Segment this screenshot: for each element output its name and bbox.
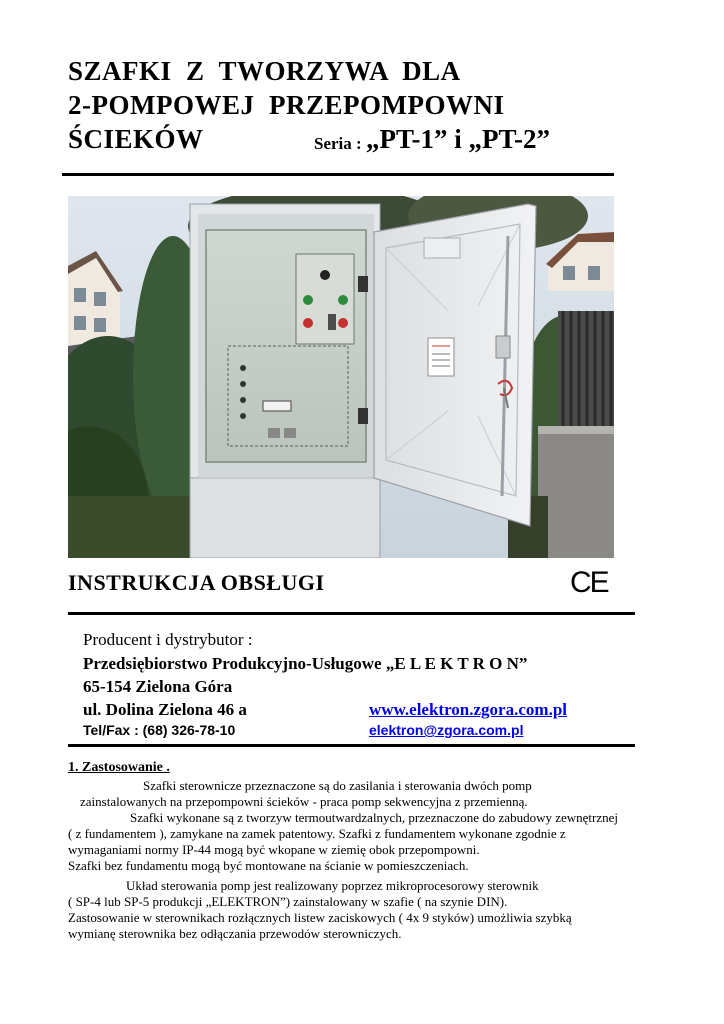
- body-line: ( z fundamentem ), zamykane na zamek patentowy. Szafki z fundamentem wykonane zgodnie z: [68, 826, 566, 841]
- company-street: ul. Dolina Zielona 46 a: [83, 700, 247, 719]
- title-line-2: 2-POMPOWEJ PRZEPOMPOWNI: [68, 90, 505, 120]
- body-line: zainstalowanych na przepompowni ścieków - praca pomp sekwencyjna z przemienną.: [80, 794, 528, 809]
- title-divider: [62, 173, 614, 176]
- cabinet-photo: [68, 196, 614, 558]
- body-line: Szafki sterownicze przeznaczone są do zasilania i sterowania dwóch pomp: [143, 778, 532, 793]
- producer-label: Producent i dystrybutor :: [83, 630, 253, 649]
- title-line-1: SZAFKI Z TWORZYWA DLA: [68, 56, 461, 86]
- ce-mark-logo: CE: [570, 566, 608, 599]
- section-divider: [68, 612, 635, 615]
- body-line: wymianę sterownika bez odłączania przewodów sterowniczych.: [68, 926, 402, 941]
- company-city: 65-154 Zielona Góra: [83, 677, 233, 696]
- title-line-3: ŚCIEKÓW: [68, 124, 204, 154]
- company-telfax: Tel/Fax : (68) 326-78-10: [83, 722, 236, 738]
- body-line: ( SP-4 lub SP-5 produkcji „ELEKTRON”) zainstalowany w szafie ( na szynie DIN).: [68, 894, 508, 909]
- body-line: Szafki wykonane są z tworzyw termoutwardzalnych, przeznaczone do zabudowy zewnętrznej: [130, 810, 619, 825]
- series-label: Seria :: [314, 134, 362, 153]
- company-name: Przedsiębiorstwo Produkcyjno-Usługowe „E L E K T R O N”: [83, 654, 528, 673]
- contact-divider: [68, 744, 635, 747]
- body-line: Układ sterowania pomp jest realizowany poprzez mikroprocesorowy sterownik: [126, 878, 539, 893]
- body-line: wymaganiami normy IP-44 mogą być wkopane w ziemię obok przepompowni.: [68, 842, 480, 857]
- body-line: Szafki bez fundamentu mogą być montowane na ścianie w pomieszczeniach.: [68, 858, 469, 873]
- email-link[interactable]: elektron@zgora.com.pl: [369, 722, 524, 738]
- manual-title: INSTRUKCJA OBSŁUGI: [68, 570, 325, 595]
- series-value: „PT-1” i „PT-2”: [366, 124, 551, 154]
- website-link[interactable]: www.elektron.zgora.com.pl: [369, 700, 567, 719]
- section-heading: 1. Zastosowanie .: [68, 760, 170, 775]
- body-line: Zastosowanie w sterownikach rozłącznych listew zaciskowych ( 4x 9 styków) umożliwia szybką: [68, 910, 572, 925]
